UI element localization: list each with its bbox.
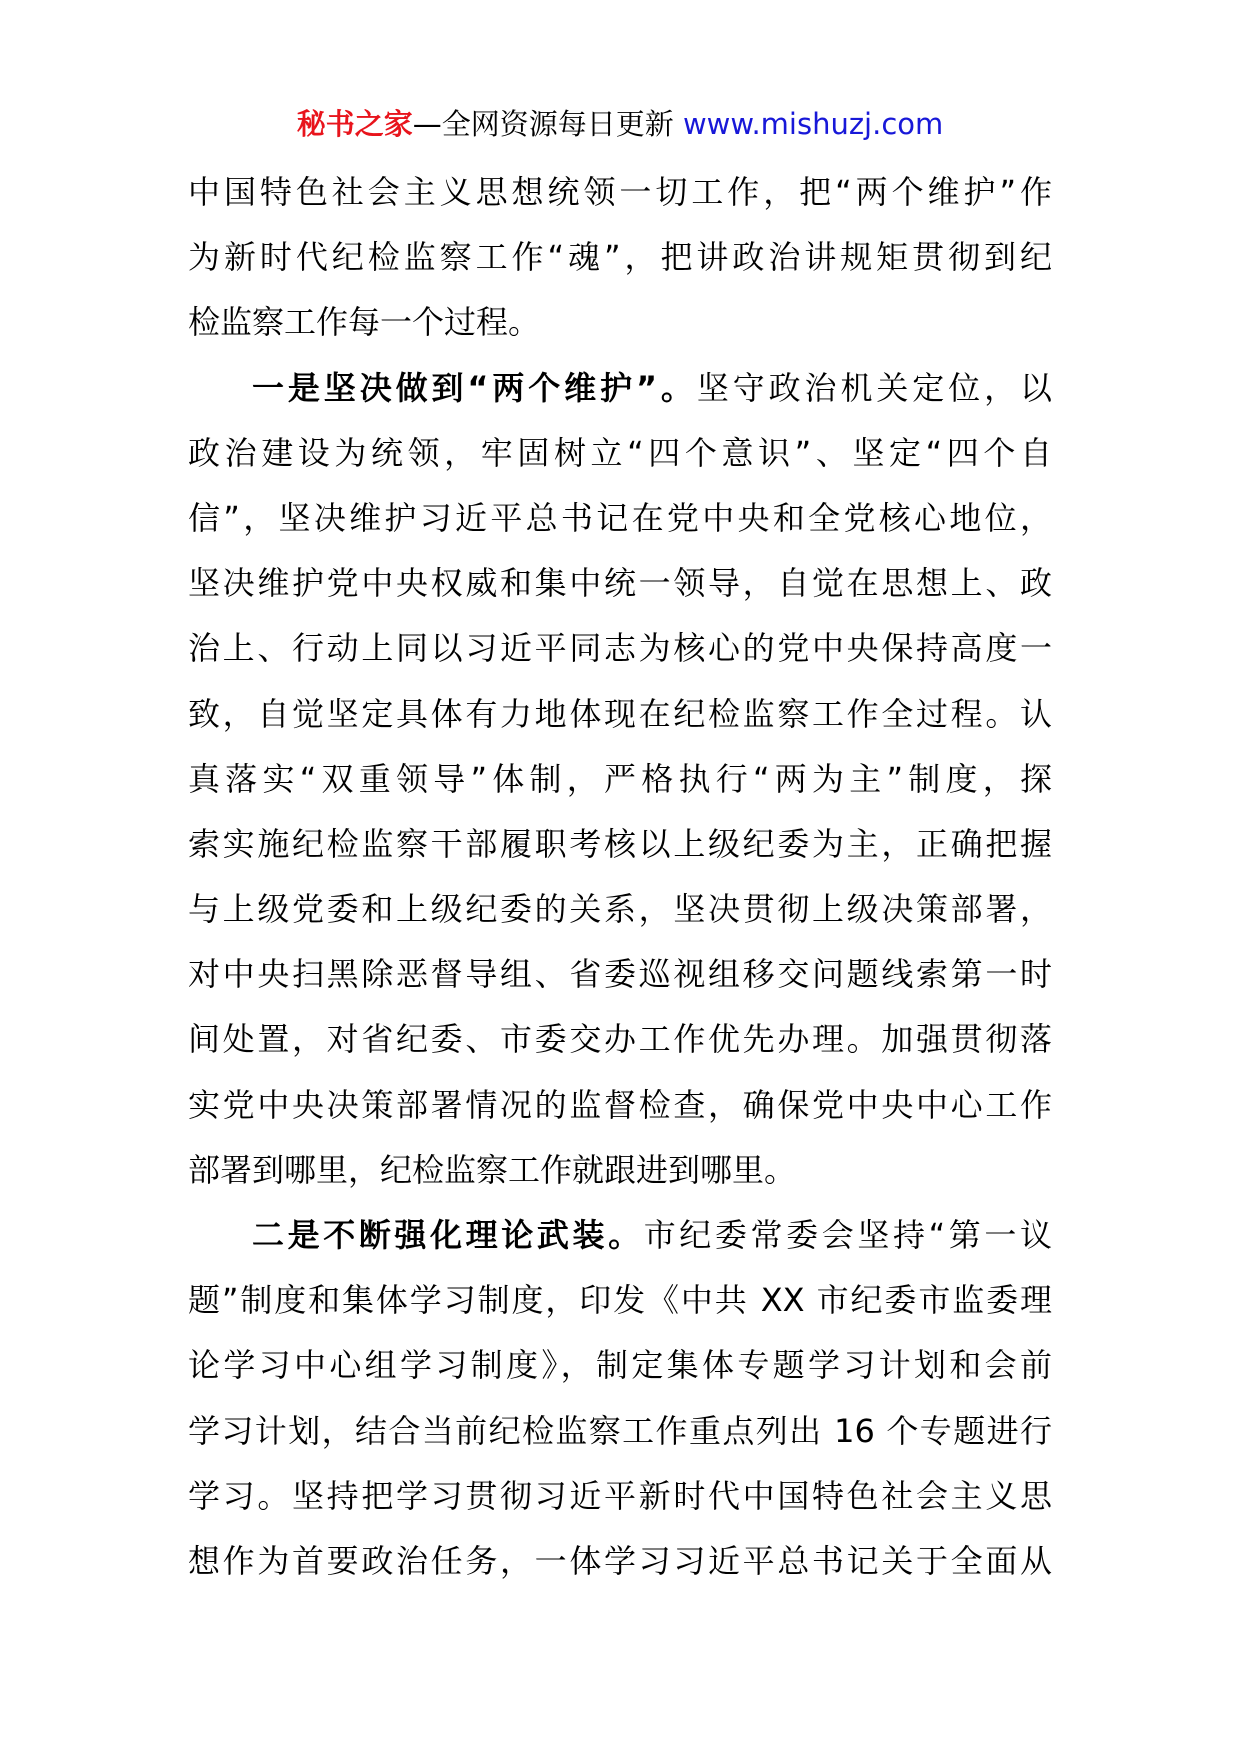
text-line: 坚决维护党中央权威和集中统一领导，自觉在思想上、政 xyxy=(188,564,1052,603)
text-line: 政治建设为统领，牢固树立“四个意识”、坚定“四个自 xyxy=(188,433,1052,472)
header-url-link[interactable]: www.mishuzj.com xyxy=(682,107,944,141)
text-line: 二是不断强化理论武装。市纪委常委会坚持“第一议 xyxy=(252,1216,1052,1254)
text-line: 学习计划，结合当前纪检监察工作重点列出 16 个专题进行 xyxy=(188,1411,1052,1450)
text-line: 中国特色社会主义思想统领一切工作，把“两个维护”作 xyxy=(188,173,1052,211)
text-line: 学习。坚持把学习贯彻习近平新时代中国特色社会主义思 xyxy=(188,1476,1052,1515)
paragraph-theory-study xyxy=(188,1203,1052,1594)
text-line: 一是坚决做到“两个维护”。坚守政治机关定位，以 xyxy=(252,368,1052,407)
text-line: 间处置，对省纪委、市委交办工作优先办理。加强贯彻落 xyxy=(188,1020,1052,1059)
paragraph-two-safeguards xyxy=(188,356,1052,1203)
header-tagline: —全网资源每日更新 xyxy=(412,107,674,141)
paragraph-heading: 二是不断强化理论武装。 xyxy=(252,1216,644,1254)
text-line: 信”，坚决维护习近平总书记在党中央和全党核心地位， xyxy=(188,498,1052,537)
document-body xyxy=(188,160,1052,1594)
text-line: 真落实“双重领导”体制，严格执行“两为主”制度，探 xyxy=(188,759,1052,798)
text-line: 实党中央决策部署情况的监督检查，确保党中央中心工作 xyxy=(188,1085,1052,1124)
page-header xyxy=(0,100,1240,148)
text-line: 为新时代纪检监察工作“魂”，把讲政治讲规矩贯彻到纪 xyxy=(188,238,1052,277)
text-line: 论学习中心组学习制度》，制定集体专题学习计划和会前 xyxy=(188,1346,1052,1385)
paragraph-continuation xyxy=(188,160,1052,356)
text-line: 索实施纪检监察干部履职考核以上级纪委为主，正确把握 xyxy=(188,824,1052,863)
text-line: 致，自觉坚定具体有力地体现在纪检监察工作全过程。认 xyxy=(188,694,1052,733)
text-line: 与上级党委和上级纪委的关系，坚决贯彻上级决策部署， xyxy=(188,890,1052,929)
text-line: 题”制度和集体学习制度，印发《中共 XX 市纪委市监委理 xyxy=(188,1281,1052,1320)
text-line: 部署到哪里，纪检监察工作就跟进到哪里。 xyxy=(188,1150,797,1189)
text-line: 对中央扫黑除恶督导组、省委巡视组移交问题线索第一时 xyxy=(188,955,1052,994)
header-brand: 秘书之家 xyxy=(296,107,413,141)
text-line: 想作为首要政治任务，一体学习习近平总书记关于全面从 xyxy=(188,1541,1052,1580)
text-line: 检监察工作每一个过程。 xyxy=(188,303,541,342)
paragraph-heading: 一是坚决做到“两个维护”。 xyxy=(252,368,697,407)
text-line: 治上、行动上同以习近平同志为核心的党中央保持高度一 xyxy=(188,629,1052,668)
